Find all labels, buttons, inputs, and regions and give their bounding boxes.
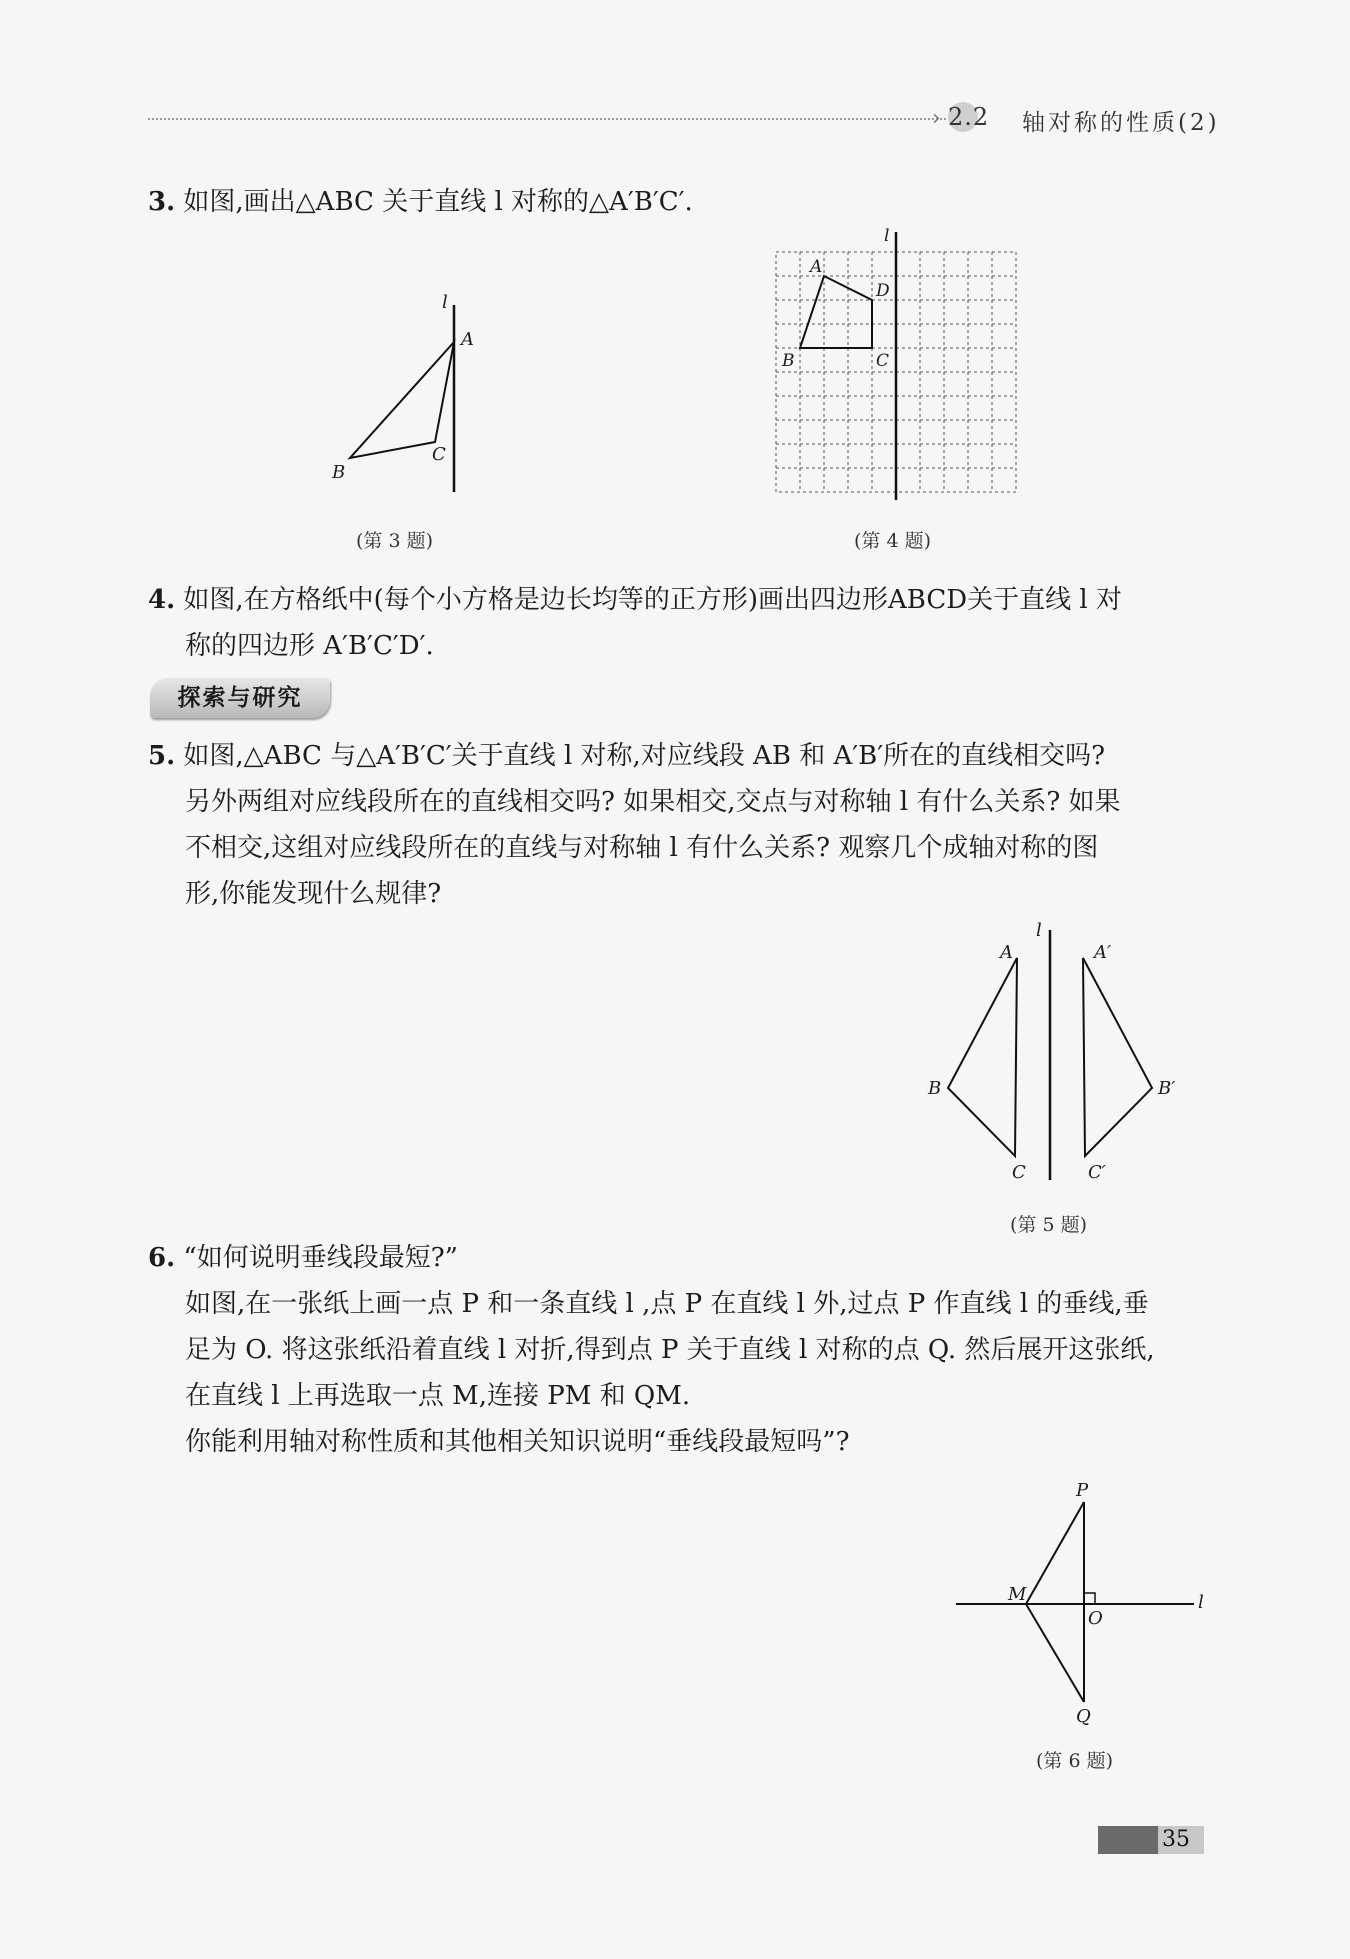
q5-label-l: l — [1036, 920, 1042, 941]
q3-figure — [310, 290, 500, 510]
q6-label-l: l — [1198, 1592, 1204, 1613]
question-6 — [148, 1236, 458, 1280]
q3-label-c: C — [432, 444, 446, 465]
q4-label-l: l — [884, 228, 890, 246]
question-5-number: 5. — [148, 741, 176, 771]
q5-label-c: C — [1012, 1162, 1026, 1183]
question-5 — [148, 734, 1105, 778]
question-5-line-2: 另外两组对应线段所在的直线相交吗? 如果相交,交点与对称轴 l 有什么关系? 如果 — [185, 787, 1121, 817]
question-6-number: 6. — [148, 1243, 176, 1273]
q5-label-b: B — [928, 1078, 942, 1099]
q6-label-m: M — [1008, 1584, 1027, 1605]
section-title: 轴对称的性质(2) — [1022, 110, 1220, 136]
q6-label-p: P — [1076, 1480, 1089, 1501]
q3-label-b: B — [332, 462, 346, 483]
q5-triangle-abc — [948, 958, 1017, 1156]
q3-label-l: l — [442, 292, 448, 313]
page-number-bar — [1098, 1826, 1158, 1854]
q4-figure — [770, 228, 1030, 500]
question-6-line-1: 如图,在一张纸上画一点 P 和一条直线 l ,点 P 在直线 l 外,过点 P 作直线 l 的垂线,垂 — [185, 1289, 1149, 1319]
question-3-number: 3. — [148, 187, 176, 217]
section-tab-explore: 探索与研究 — [150, 678, 330, 718]
q4-label-d: D — [876, 281, 890, 301]
q4-label-a: A — [810, 257, 823, 277]
q5-label-a: A — [1000, 942, 1013, 963]
q3-label-a: A — [461, 329, 474, 350]
header-rule — [148, 118, 946, 120]
page-number: 35 — [1162, 1827, 1190, 1852]
question-5-line-4: 形,你能发现什么规律? — [185, 879, 442, 909]
q6-right-angle-mark — [1084, 1593, 1095, 1604]
question-6-line-3: 在直线 l 上再选取一点 M,连接 PM 和 QM. — [185, 1381, 691, 1411]
question-4-line-1: 如图,在方格纸中(每个小方格是边长均等的正方形)画出四边形ABCD关于直线 l 对 — [183, 585, 1122, 615]
question-5-line-3: 不相交,这组对应线段所在的直线与对称轴 l 有什么关系? 观察几个成轴对称的图 — [185, 833, 1099, 863]
q3-triangle-abc — [350, 342, 454, 458]
question-3-text: 如图,画出△ABC 关于直线 l 对称的△A′B′C′. — [183, 187, 693, 217]
q6-figure — [950, 1480, 1220, 1730]
q5-triangle-a2b2c2 — [1083, 958, 1152, 1156]
q4-quadrilateral-abcd — [800, 276, 872, 348]
section-number — [948, 102, 990, 132]
q4-label-c: C — [876, 351, 890, 371]
q6-label-q: Q — [1076, 1706, 1091, 1727]
question-4 — [148, 578, 1122, 622]
q5-caption: (第 5 题) — [1010, 1214, 1087, 1236]
question-4-line-2: 称的四边形 A′B′C′D′. — [185, 631, 434, 661]
q4-label-b: B — [782, 351, 795, 371]
q6-caption: (第 6 题) — [1036, 1750, 1113, 1772]
q6-line-pm — [1026, 1502, 1084, 1604]
q5-label-a-prime: A′ — [1094, 942, 1112, 963]
q4-caption: (第 4 题) — [854, 530, 931, 552]
question-5-line-1: 如图,△ABC 与△A′B′C′关于直线 l 对称,对应线段 AB 和 A′B′所在的直线相交吗? — [183, 741, 1106, 771]
q3-caption: (第 3 题) — [356, 530, 433, 552]
question-6-line-2: 足为 O. 将这张纸沿着直线 l 对折,得到点 P 关于直线 l 对称的点 Q. 然后展开这张纸, — [185, 1335, 1155, 1365]
q6-line-qm — [1026, 1604, 1084, 1702]
q5-label-b-prime: B′ — [1158, 1078, 1176, 1099]
question-6-line-4: 你能利用轴对称性质和其他相关知识说明“垂线段最短吗”? — [185, 1427, 850, 1457]
question-3 — [148, 180, 693, 224]
question-4-number: 4. — [148, 585, 176, 615]
q5-label-c-prime: C′ — [1088, 1162, 1106, 1183]
header-arrow-icon: › — [932, 106, 941, 131]
q6-label-o: O — [1088, 1608, 1103, 1629]
q5-figure — [920, 918, 1180, 1198]
section-number-badge: 2.2 — [948, 103, 990, 131]
question-6-title: “如何说明垂线段最短?” — [183, 1243, 458, 1273]
